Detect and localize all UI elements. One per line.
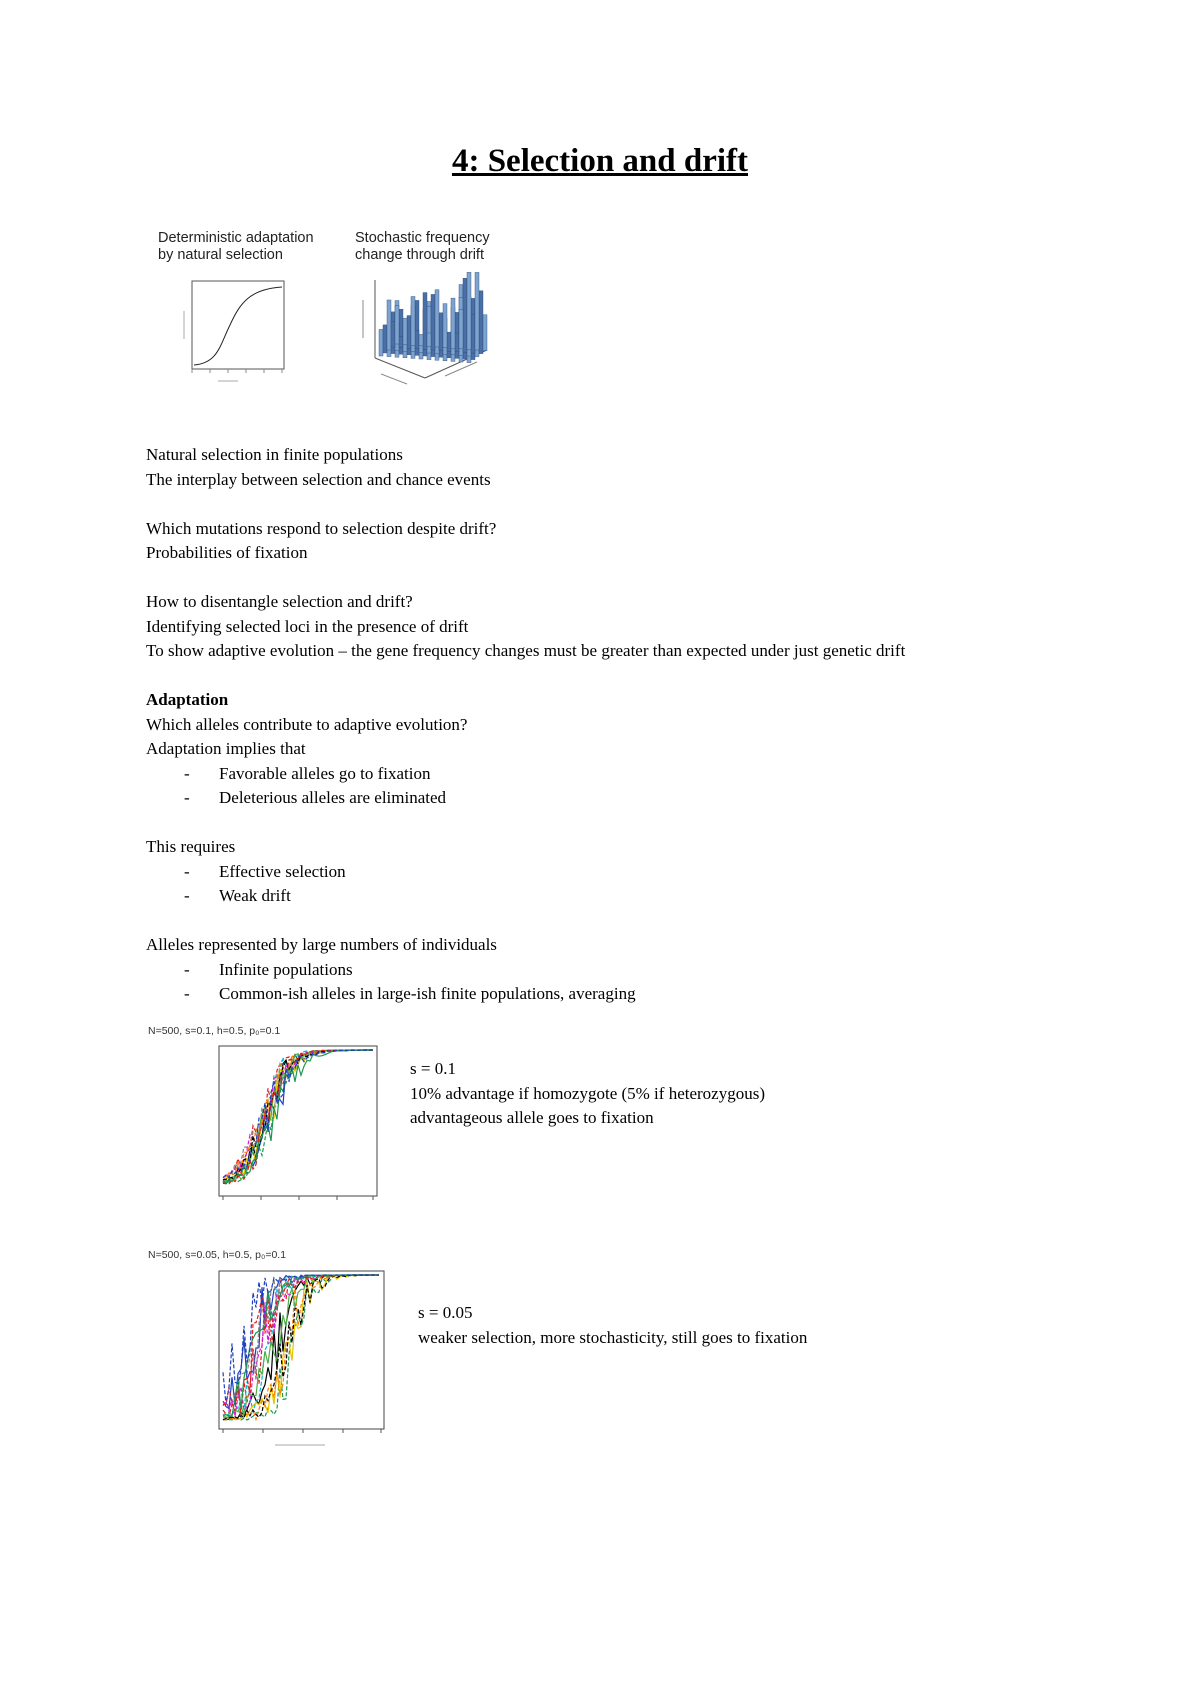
drift-bar — [483, 315, 487, 351]
plot1-note: s = 0.1 10% advantage if homozygote (5% if heterozygous) advantageous allele goes to fixation — [410, 1059, 765, 1127]
paragraph-line: Which alleles contribute to adaptive evolution? — [146, 714, 468, 734]
drift-bar — [379, 329, 383, 356]
drift-bars — [379, 272, 487, 362]
trajectory-line — [223, 1050, 373, 1183]
trajectory-line — [223, 1275, 379, 1416]
drift-3d-plot — [355, 270, 495, 395]
plot2-trajectories — [195, 1265, 395, 1450]
drift-bar — [443, 304, 447, 348]
drift-bar — [439, 313, 443, 351]
paragraph-line: Identifying selected loci in the presence of drift — [146, 616, 469, 636]
drift-bar — [463, 278, 467, 352]
list-item: - Infinite populations — [184, 959, 353, 979]
main-text — [146, 443, 905, 1007]
paragraph-line: Probabilities of fixation — [146, 543, 308, 562]
plot1-caption: N=500, s=0.1, h=0.5, p₀=0.1 — [148, 1025, 281, 1037]
sigmoid-plot — [178, 275, 290, 385]
drift-bar — [435, 290, 439, 347]
paragraph-line: How to disentangle selection and drift? — [146, 592, 413, 611]
list-item: - Favorable alleles go to fixation — [184, 763, 431, 783]
drift-bar — [399, 336, 403, 347]
drift-bar — [383, 325, 387, 353]
drift-bar — [427, 333, 431, 346]
plot2-note: s = 0.05 weaker selection, more stochasticity, still goes to fixation — [418, 1303, 808, 1347]
page-title: 4: Selection and drift — [451, 143, 749, 179]
trajectory-line — [223, 1275, 379, 1411]
paragraph-line: The interplay between selection and chance events — [146, 469, 491, 489]
drift-bar — [471, 314, 475, 353]
paragraph-line: Which mutations respond to selection despite drift? — [146, 518, 497, 538]
section-heading: Adaptation — [146, 690, 229, 709]
paragraph-line: This requires — [146, 837, 236, 856]
plot2-caption: N=500, s=0.05, h=0.5, p₀=0.1 — [148, 1249, 287, 1261]
drift-bar — [467, 272, 471, 349]
drift-bar — [423, 293, 427, 350]
list-item: - Weak drift — [184, 886, 291, 905]
paragraph-line: To show adaptive evolution – the gene frequency changes must be greater than expected under just genetic drift — [146, 641, 906, 660]
trajectory-line — [223, 1050, 373, 1182]
drift-bar — [403, 318, 407, 344]
drift-bar — [447, 332, 451, 351]
paragraph-line: Adaptation implies that — [146, 739, 306, 758]
drift-bar — [387, 300, 391, 350]
drift-bar — [475, 272, 479, 350]
trajectory-line — [223, 1050, 373, 1182]
trajectory-line — [223, 1275, 379, 1416]
drift-bar — [419, 334, 423, 345]
drift-bar — [407, 316, 411, 349]
drift-bar — [411, 296, 415, 345]
drift-bar — [451, 298, 455, 348]
trajectory-line — [223, 1050, 373, 1182]
trajectory-line — [223, 1050, 373, 1177]
drift-bar — [455, 333, 459, 352]
drift-bar — [391, 321, 395, 347]
trajectory-line — [223, 1275, 379, 1404]
drift-bar — [395, 306, 399, 344]
stochastic-label: Stochastic frequency change through drift — [355, 230, 490, 263]
trajectory-line — [223, 1275, 379, 1417]
plot1-trajectories — [195, 1040, 390, 1212]
list-item: - Deleterious alleles are eliminated — [184, 788, 447, 807]
deterministic-label: Deterministic adaptation by natural selection — [158, 230, 314, 263]
list-item: - Common-ish alleles in large-ish finite populations, averaging — [184, 984, 636, 1003]
drift-bar — [415, 330, 419, 349]
drift-bar — [431, 294, 435, 350]
paragraph-line: Alleles represented by large numbers of individuals — [146, 935, 497, 954]
paragraph-line: Natural selection in finite populations — [146, 445, 403, 464]
drift-bar — [479, 291, 483, 354]
list-item: - Effective selection — [184, 861, 346, 881]
drift-bar — [459, 309, 463, 348]
